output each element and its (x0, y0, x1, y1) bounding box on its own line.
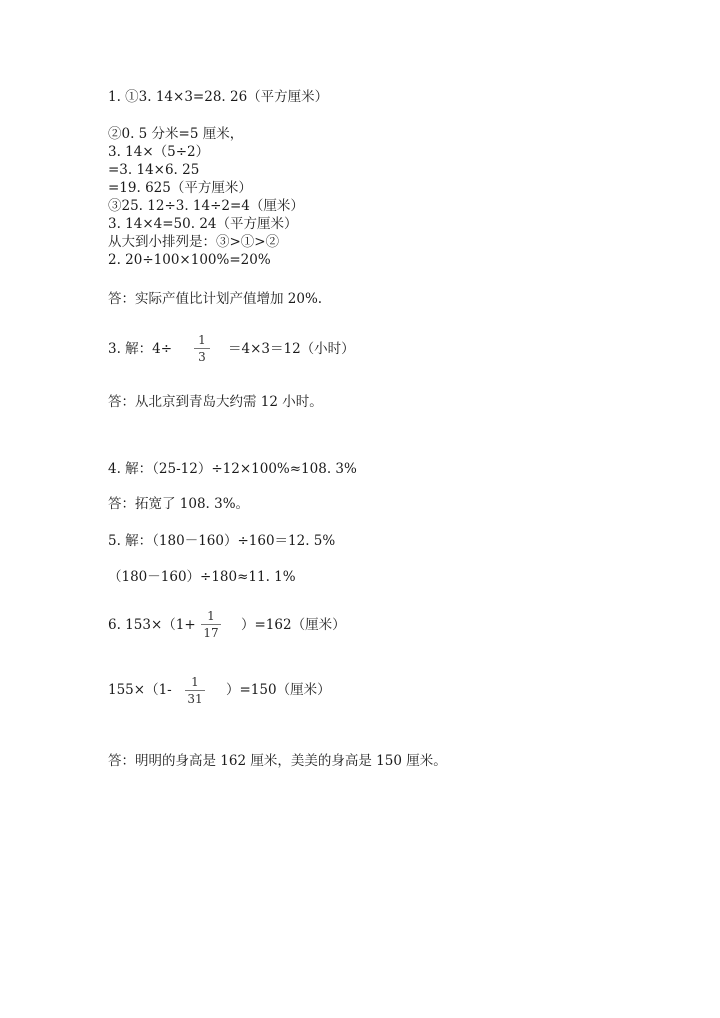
q3-fraction (194, 333, 210, 364)
q4-line-1: 4. 解：（25-12）÷12×100%≈108. 3% (108, 461, 357, 477)
q6-expression-b-end: ）=150（厘米） (226, 682, 331, 698)
q6-expression-a-start: 6. 153×（1+ (108, 617, 196, 633)
q1-line-1: 1. ①3. 14×3=28. 26（平方厘米） (108, 89, 329, 105)
q6-fraction-a-denominator: 17 (203, 626, 219, 640)
q3-answer: 答：从北京到青岛大约需 12 小时。 (108, 394, 323, 410)
q1-line-3: 3. 14×（5÷2） (108, 144, 210, 160)
q1-line-5: =19. 625（平方厘米） (108, 180, 252, 196)
q2-line-1: 2. 20÷100×100%=20% (108, 252, 271, 268)
q2-answer: 答：实际产值比计划产值增加 20%. (108, 291, 323, 307)
fraction-bar (194, 348, 210, 349)
q3-expression-end: ＝4×3＝12（小时） (228, 341, 355, 357)
q6-expression-b-start: 155×（1- (108, 682, 172, 698)
q3-fraction-denominator: 3 (198, 350, 206, 364)
q6-fraction-b-denominator: 31 (187, 692, 203, 706)
q1-line-7: 3. 14×4=50. 24（平方厘米） (108, 216, 298, 232)
q3-fraction-numerator: 1 (198, 333, 206, 347)
q1-line-2: ②0. 5 分米=5 厘米， (108, 126, 244, 142)
q5-line-1: 5. 解：（180－160）÷160＝12. 5% (108, 533, 336, 549)
q4-answer: 答：拓宽了 108. 3%。 (108, 496, 250, 512)
q1-line-8: 从大到小排列是：③>①>② (108, 234, 280, 250)
fraction-bar (185, 690, 205, 691)
q6-answer: 答：明明的身高是 162 厘米，美美的身高是 150 厘米。 (108, 753, 447, 769)
q1-line-4: =3. 14×6. 25 (108, 162, 200, 178)
q6-fraction-b (185, 675, 205, 706)
fraction-bar (201, 624, 221, 625)
q6-fraction-a (201, 609, 221, 640)
q5-line-2: （180－160）÷180≈11. 1% (108, 569, 296, 585)
q6-fraction-a-numerator: 1 (207, 609, 215, 623)
q1-line-6: ③25. 12÷3. 14÷2=4（厘米） (108, 198, 304, 214)
q6-fraction-b-numerator: 1 (191, 675, 199, 689)
q3-expression-start: 3. 解：4÷ (108, 341, 173, 357)
q6-expression-a-end: ）=162（厘米） (241, 617, 346, 633)
